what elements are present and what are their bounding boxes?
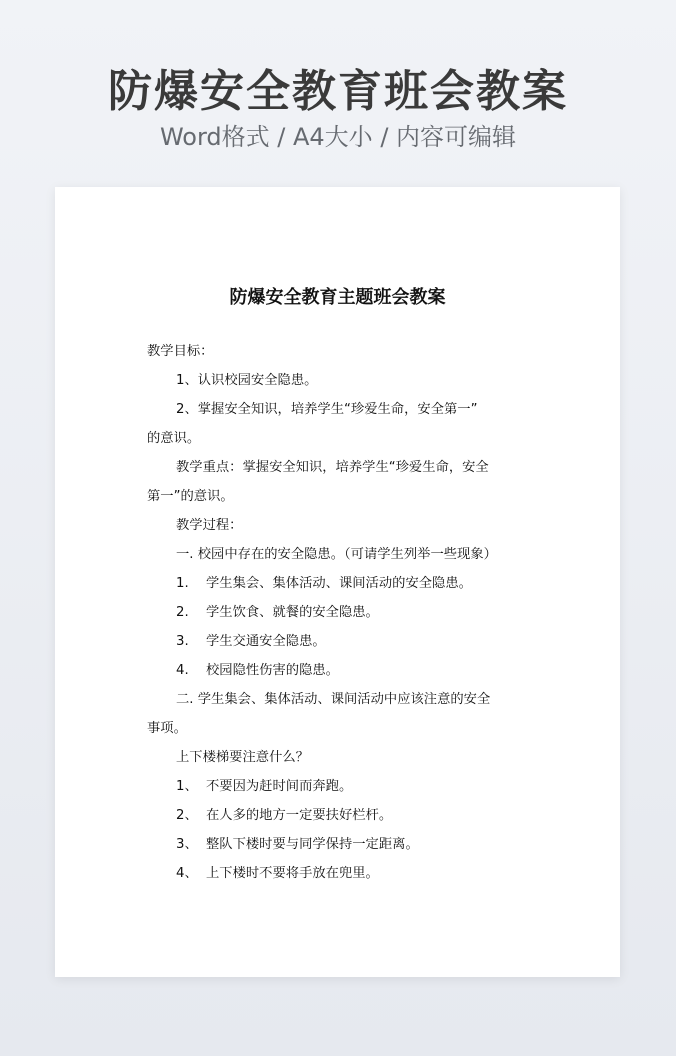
objective-1: 1、认识校园安全隐患。 (176, 373, 318, 388)
banner-title: 防爆安全教育班会教案 (108, 66, 568, 117)
document-body (147, 337, 533, 888)
list-item (147, 656, 533, 685)
section-1-heading: 一. 校园中存在的安全隐患。（可请学生列举一些现象） (176, 547, 497, 562)
list-item-number: 3、 (176, 837, 198, 852)
list-item-text: 学生集会、集体活动、课间活动的安全隐患。 (206, 576, 472, 591)
section-2-heading-line-2: 事项。 (147, 721, 187, 736)
banner-subtitle: Word格式 / A4大小 / 内容可编辑 (159, 123, 517, 151)
list-item-number: 3. (176, 634, 189, 649)
list-item (147, 772, 533, 801)
list-item-number: 4. (176, 663, 189, 678)
list-item-text: 学生交通安全隐患。 (206, 634, 326, 649)
list-item-text: 不要因为赶时间而奔跑。 (206, 779, 353, 794)
stairs-heading: 上下楼梯要注意什么？ (176, 750, 309, 765)
list-item-number: 1、 (176, 779, 198, 794)
list-item (147, 859, 533, 888)
list-item-number: 2、 (176, 808, 198, 823)
section-2-heading-line-1: 二. 学生集会、集体活动、课间活动中应该注意的安全 (176, 692, 491, 707)
objective-2-line-2: 的意识。 (147, 431, 201, 446)
list-item-number: 4、 (176, 866, 198, 881)
list-item-number: 2. (176, 605, 189, 620)
list-item-number: 1. (176, 576, 189, 591)
document-title: 防爆安全教育主题班会教案 (229, 287, 446, 308)
list-item (147, 598, 533, 627)
list-item-text: 在人多的地方一定要扶好栏杆。 (206, 808, 393, 823)
document-page (55, 187, 620, 977)
list-item-text: 上下楼时不要将手放在兜里。 (206, 866, 379, 881)
list-item (147, 569, 533, 598)
process-heading: 教学过程： (176, 518, 243, 533)
list-item-text: 校园隐性伤害的隐患。 (206, 663, 339, 678)
list-item (147, 801, 533, 830)
key-point-line-1: 教学重点：掌握安全知识，培养学生“珍爱生命，安全 (176, 460, 489, 475)
list-item (147, 830, 533, 859)
objective-2-line-1: 2、掌握安全知识，培养学生“珍爱生命，安全第一” (176, 402, 478, 417)
list-item-text: 整队下楼时要与同学保持一定距离。 (206, 837, 419, 852)
key-point-line-2: 第一”的意识。 (147, 489, 234, 504)
list-item (147, 627, 533, 656)
objectives-heading: 教学目标： (147, 344, 214, 359)
list-item-text: 学生饮食、就餐的安全隐患。 (206, 605, 379, 620)
